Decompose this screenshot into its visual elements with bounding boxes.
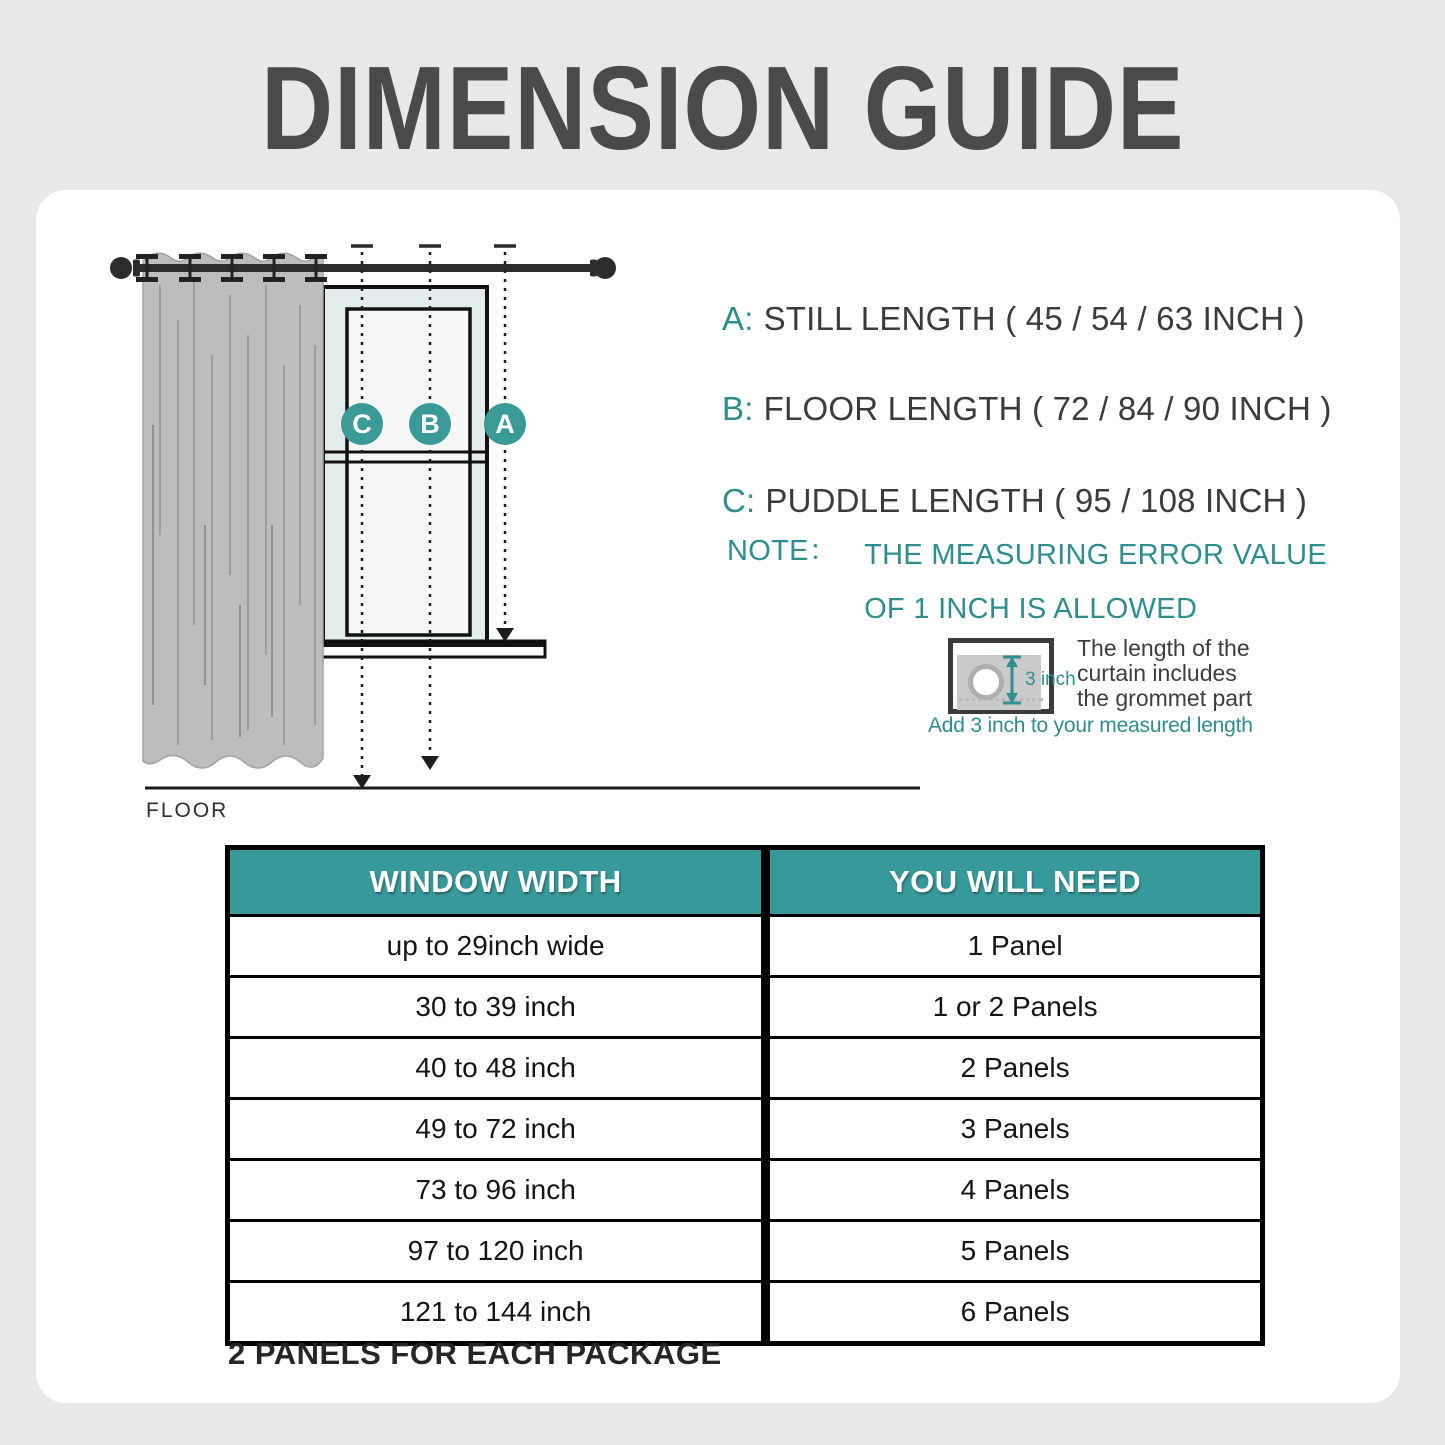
- cell-panels: 5 Panels: [766, 1221, 1263, 1282]
- cell-panels: 2 Panels: [766, 1038, 1263, 1099]
- cell-panels: 6 Panels: [766, 1282, 1263, 1344]
- length-key-a: A:: [722, 300, 754, 337]
- table-row: [228, 977, 1263, 1038]
- page-title: [0, 40, 1445, 177]
- grommet-tip: Add 3 inch to your measured length: [928, 714, 1253, 737]
- length-key-c: C:: [722, 482, 756, 519]
- length-text-c: PUDDLE LENGTH ( 95 / 108 INCH ): [765, 482, 1308, 519]
- table-row: [228, 1282, 1263, 1344]
- length-line-b: [722, 390, 1332, 428]
- grommet-arrow-label: 3 inch: [1025, 669, 1076, 690]
- table-row: [228, 1221, 1263, 1282]
- curtain-panel: [143, 253, 323, 768]
- panel-size-table: [225, 845, 1265, 1346]
- length-line-c: [722, 482, 1307, 520]
- cell-window-width: 97 to 120 inch: [228, 1221, 766, 1282]
- table-row: [228, 1099, 1263, 1160]
- window-inner-frame: [347, 309, 470, 635]
- measure-markers: [341, 403, 526, 445]
- grommet-description: [1077, 636, 1252, 711]
- length-key-b: B:: [722, 390, 754, 427]
- cell-panels: 4 Panels: [766, 1160, 1263, 1221]
- cell-window-width: 73 to 96 inch: [228, 1160, 766, 1221]
- rod-finial-right: [594, 257, 616, 279]
- cell-panels: 1 Panel: [766, 916, 1263, 977]
- grommet-desc-line3: the grommet part: [1077, 685, 1253, 711]
- grommet-desc-line2: curtain includes: [1077, 660, 1237, 686]
- table-row: [228, 916, 1263, 977]
- page-title-text: DIMENSION GUIDE: [260, 42, 1185, 175]
- grommet-ring-icon: [968, 664, 1004, 700]
- cell-panels: 1 or 2 Panels: [766, 977, 1263, 1038]
- note-line2: OF 1 INCH IS ALLOWED: [864, 593, 1198, 625]
- note-line1: THE MEASURING ERROR VALUE: [864, 539, 1328, 571]
- length-text-b: FLOOR LENGTH ( 72 / 84 / 90 INCH ): [763, 390, 1332, 427]
- floor-label: FLOOR: [146, 799, 229, 822]
- cell-panels: 3 Panels: [766, 1099, 1263, 1160]
- length-line-a: [722, 300, 1305, 338]
- marker-letter-b: B: [420, 409, 440, 439]
- marker-letter-c: C: [352, 409, 372, 439]
- table-row: [228, 1160, 1263, 1221]
- package-note: 2 PANELS FOR EACH PACKAGE: [228, 1336, 722, 1371]
- note-label: NOTE：: [727, 535, 839, 567]
- cell-window-width: up to 29inch wide: [228, 916, 766, 977]
- grommet-desc-line1: The length of the: [1077, 635, 1250, 661]
- header-window-width: WINDOW WIDTH: [228, 848, 766, 916]
- grommet-diagram: [948, 638, 1076, 714]
- three-inch-arrow-icon: [1001, 654, 1023, 706]
- rod-finial-left: [110, 257, 132, 279]
- cell-window-width: 49 to 72 inch: [228, 1099, 766, 1160]
- note-block: [727, 528, 1327, 636]
- table-row: [228, 1038, 1263, 1099]
- cell-window-width: 40 to 48 inch: [228, 1038, 766, 1099]
- cell-window-width: 30 to 39 inch: [228, 977, 766, 1038]
- marker-letter-a: A: [495, 409, 515, 439]
- length-text-a: STILL LENGTH ( 45 / 54 / 63 INCH ): [763, 300, 1305, 337]
- header-you-will-need: YOU WILL NEED: [766, 848, 1263, 916]
- cell-window-width: 121 to 144 inch: [228, 1282, 766, 1344]
- table-header-row: [228, 848, 1263, 916]
